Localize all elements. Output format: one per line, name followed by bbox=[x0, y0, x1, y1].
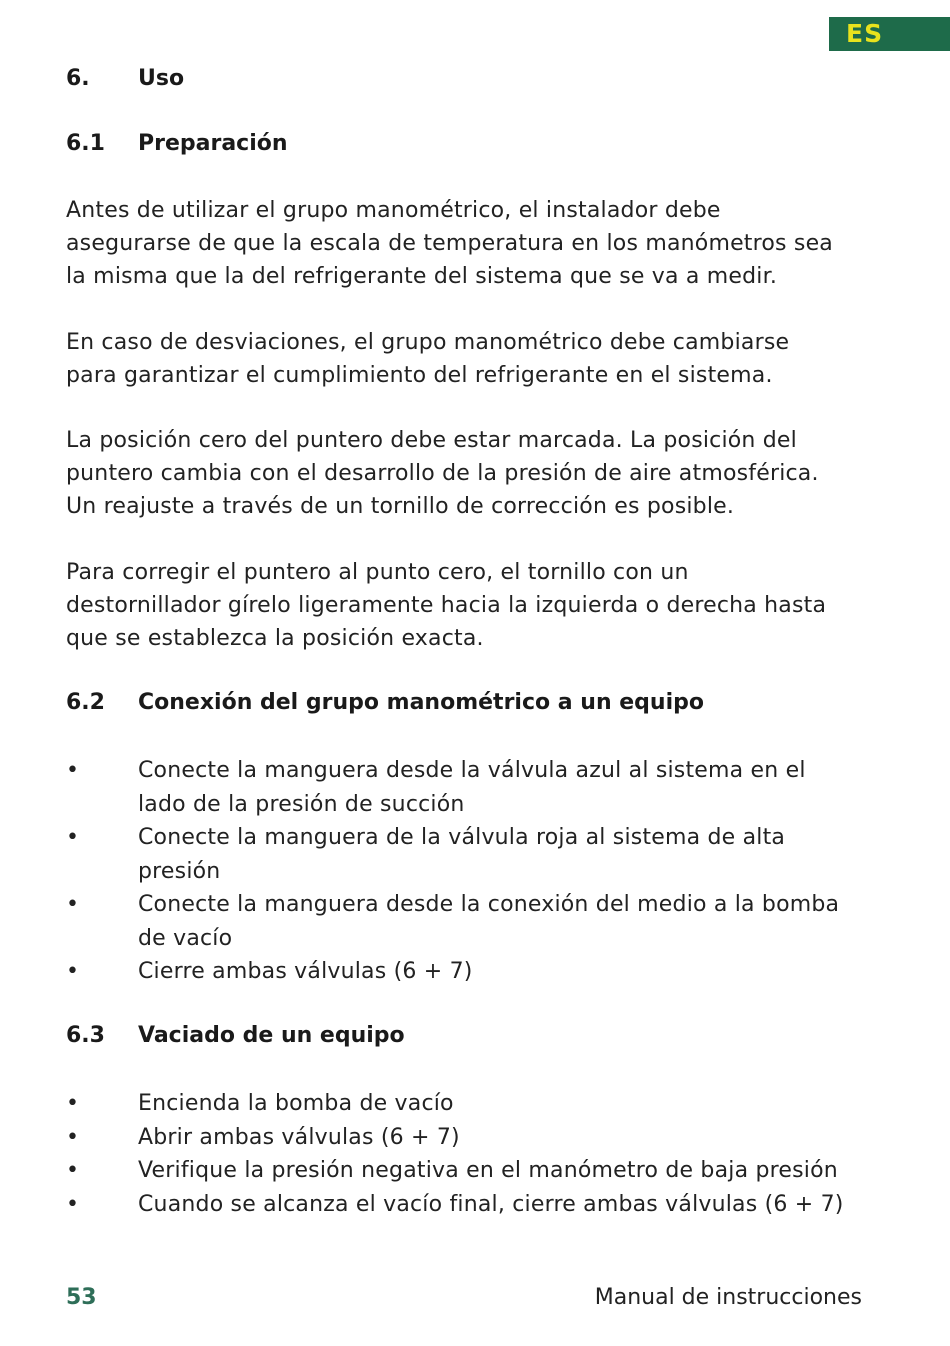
bullet-icon: • bbox=[66, 1091, 80, 1116]
paragraph-line: la misma que la del refrigerante del sistema que se va a medir. bbox=[66, 264, 778, 289]
section-number: 6.1 bbox=[66, 131, 105, 156]
list-item-line: Encienda la bomba de vacío bbox=[138, 1091, 454, 1116]
paragraph-zero-position bbox=[66, 424, 896, 523]
language-label: ES bbox=[846, 19, 884, 48]
paragraph-scale-check bbox=[66, 194, 896, 293]
bullet-icon: • bbox=[66, 758, 80, 783]
list-item bbox=[66, 754, 896, 821]
list-item-line: Verifique la presión negativa en el manómetro de baja presión bbox=[138, 1158, 838, 1183]
section-6-2-heading bbox=[66, 690, 704, 715]
paragraph-line: Antes de utilizar el grupo manométrico, el instalador debe bbox=[66, 198, 721, 223]
section-6-1-heading bbox=[66, 131, 288, 156]
list-item bbox=[66, 1188, 896, 1222]
connection-steps-list bbox=[66, 754, 896, 989]
list-item-line: Conecte la manguera desde la válvula azul al sistema en el bbox=[138, 758, 806, 783]
list-item bbox=[66, 1154, 896, 1188]
language-tab bbox=[829, 17, 950, 51]
list-item-line: Cuando se alcanza el vacío final, cierre ambas válvulas (6 + 7) bbox=[138, 1191, 844, 1217]
paragraph-line: En caso de desviaciones, el grupo manométrico debe cambiarse bbox=[66, 330, 790, 355]
paragraph-deviations bbox=[66, 326, 896, 392]
list-item-line: de vacío bbox=[138, 925, 233, 951]
paragraph-line: puntero cambia con el desarrollo de la presión de aire atmosférica. bbox=[66, 461, 819, 486]
bullet-icon: • bbox=[66, 825, 80, 850]
list-item bbox=[66, 821, 896, 888]
section-number: 6.2 bbox=[66, 690, 105, 715]
bullet-icon: • bbox=[66, 1158, 80, 1183]
section-6-3-heading bbox=[66, 1023, 405, 1048]
list-item bbox=[66, 955, 896, 989]
paragraph-line: asegurarse de que la escala de temperatura en los manómetros sea bbox=[66, 231, 833, 256]
bullet-icon: • bbox=[66, 1124, 80, 1150]
list-item-line: Conecte la manguera de la válvula roja al sistema de alta bbox=[138, 825, 786, 850]
section-6-heading bbox=[66, 66, 184, 91]
paragraph-line: destornillador gírelo ligeramente hacia la izquierda o derecha hasta bbox=[66, 593, 827, 618]
evacuation-steps-list bbox=[66, 1087, 896, 1221]
paragraph-line: Para corregir el puntero al punto cero, el tornillo con un bbox=[66, 560, 689, 585]
section-title: Conexión del grupo manométrico a un equipo bbox=[138, 690, 704, 715]
bullet-icon: • bbox=[66, 1191, 80, 1217]
paragraph-correction bbox=[66, 556, 896, 655]
paragraph-line: que se establezca la posición exacta. bbox=[66, 626, 484, 651]
list-item-line: Cierre ambas válvulas (6 + 7) bbox=[138, 959, 473, 984]
footer-title: Manual de instrucciones bbox=[594, 1285, 862, 1310]
list-item bbox=[66, 1087, 896, 1121]
bullet-icon: • bbox=[66, 892, 80, 917]
bullet-icon: • bbox=[66, 959, 80, 984]
section-number: 6. bbox=[66, 66, 90, 91]
list-item-line: presión bbox=[138, 858, 221, 884]
list-item bbox=[66, 1121, 896, 1155]
list-item-line: lado de la presión de succión bbox=[138, 791, 465, 817]
section-title: Preparación bbox=[138, 131, 288, 156]
list-item bbox=[66, 888, 896, 955]
paragraph-line: La posición cero del puntero debe estar marcada. La posición del bbox=[66, 428, 797, 453]
section-title: Uso bbox=[138, 66, 185, 91]
paragraph-line: para garantizar el cumplimiento del refrigerante en el sistema. bbox=[66, 363, 773, 388]
list-item-line: Conecte la manguera desde la conexión del medio a la bomba bbox=[138, 892, 840, 917]
list-item-line: Abrir ambas válvulas (6 + 7) bbox=[138, 1124, 460, 1150]
section-title: Vaciado de un equipo bbox=[138, 1023, 405, 1048]
section-number: 6.3 bbox=[66, 1023, 105, 1048]
page-number: 53 bbox=[66, 1285, 97, 1310]
paragraph-line: Un reajuste a través de un tornillo de corrección es posible. bbox=[66, 494, 735, 519]
